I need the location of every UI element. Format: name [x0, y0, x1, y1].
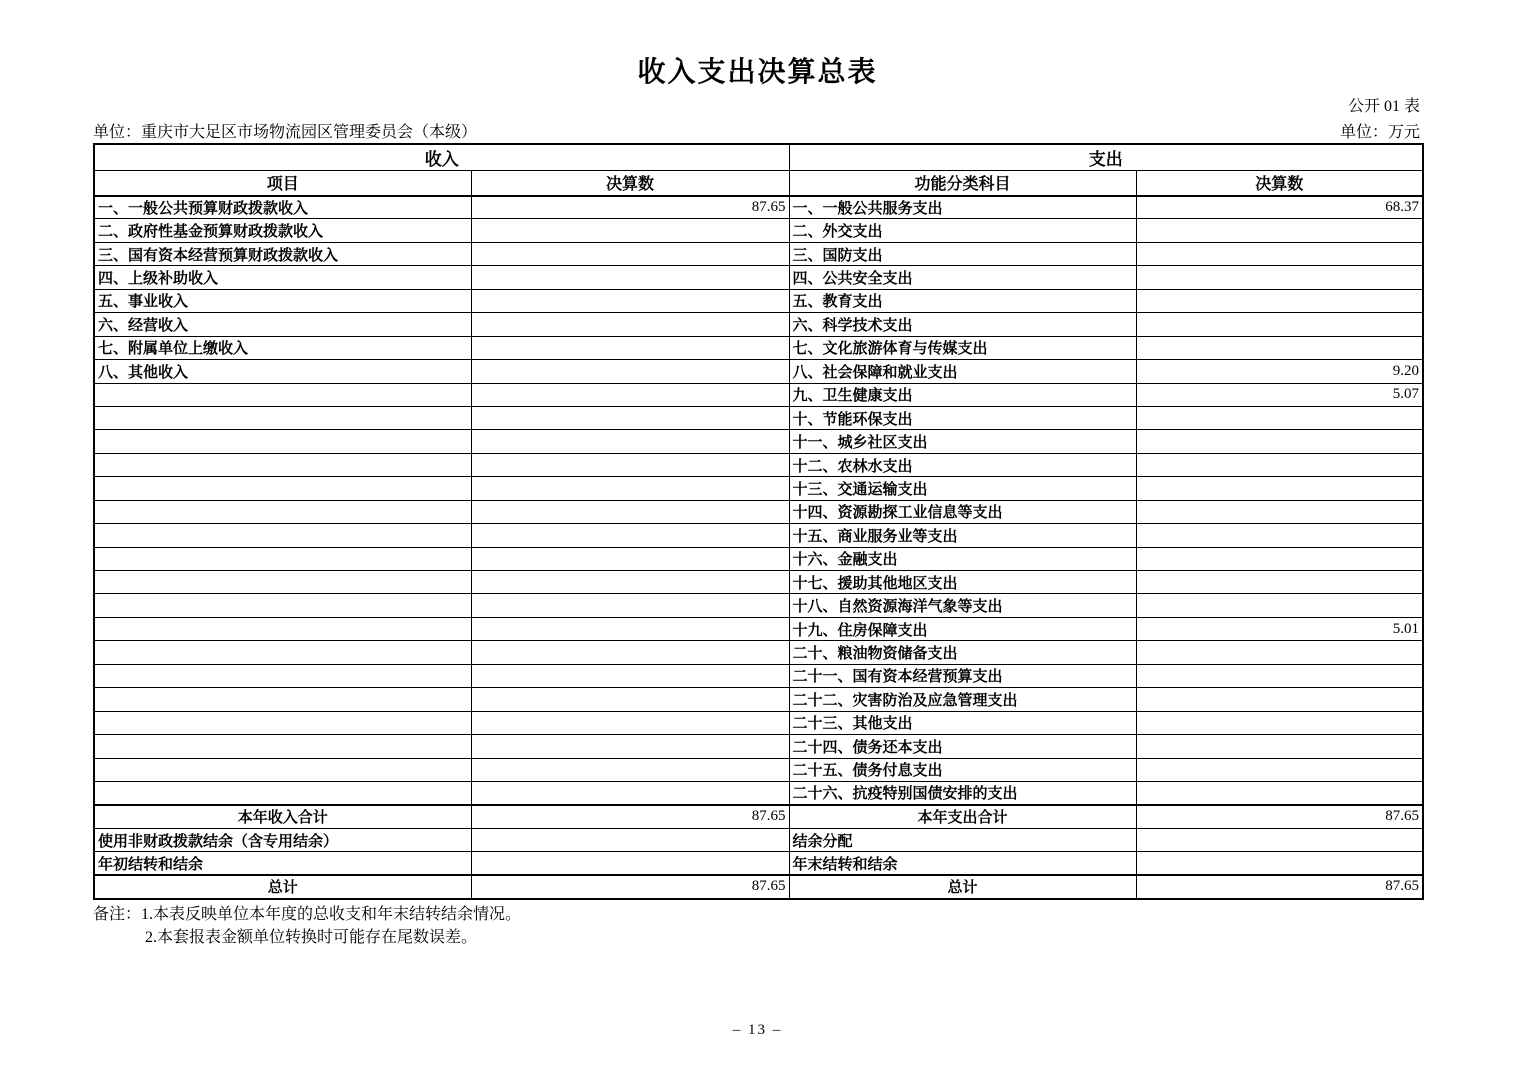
expense-value-cell — [1136, 453, 1423, 476]
income-item-cell: 年初结转和结余 — [94, 852, 471, 875]
expense-item-cell: 十、节能环保支出 — [789, 406, 1136, 429]
expense-item-cell: 二十、粮油物资储备支出 — [789, 641, 1136, 664]
income-value-cell — [471, 477, 789, 500]
income-value-cell — [471, 500, 789, 523]
table-row — [94, 711, 1423, 734]
expense-value-cell — [1136, 524, 1423, 547]
income-value-cell — [471, 594, 789, 617]
expense-item-cell: 本年支出合计 — [789, 805, 1136, 828]
expense-item-cell: 十九、住房保障支出 — [789, 617, 1136, 640]
expense-item-cell: 二、外交支出 — [789, 219, 1136, 242]
expense-value-cell — [1136, 828, 1423, 851]
table-row — [94, 735, 1423, 758]
income-item-cell: 一、一般公共预算财政拨款收入 — [94, 196, 471, 219]
expense-item-cell: 十七、援助其他地区支出 — [789, 571, 1136, 594]
expense-item-cell: 二十五、债务付息支出 — [789, 758, 1136, 781]
page-title: 收入支出决算总表 — [637, 57, 878, 88]
expense-value-cell — [1136, 313, 1423, 336]
expense-item-cell: 十四、资源勘探工业信息等支出 — [789, 500, 1136, 523]
expense-value-cell: 87.65 — [1136, 805, 1423, 828]
income-item-header: 项目 — [94, 171, 471, 196]
income-value-cell — [471, 313, 789, 336]
expense-value-cell — [1136, 688, 1423, 711]
column-header-row — [94, 171, 1423, 196]
expense-item-cell: 三、国防支出 — [789, 242, 1136, 265]
expense-value-cell: 9.20 — [1136, 360, 1423, 383]
income-item-cell — [94, 571, 471, 594]
income-item-cell — [94, 383, 471, 406]
income-value-cell: 87.65 — [471, 875, 789, 898]
expense-value-cell: 5.07 — [1136, 383, 1423, 406]
income-value-cell: 87.65 — [471, 805, 789, 828]
expense-value-cell: 68.37 — [1136, 196, 1423, 219]
expense-item-cell: 年末结转和结余 — [789, 852, 1136, 875]
expense-item-cell: 二十三、其他支出 — [789, 711, 1136, 734]
income-item-cell — [94, 711, 471, 734]
income-value-cell — [471, 336, 789, 359]
expense-value-header: 决算数 — [1136, 171, 1423, 196]
group-header-row — [94, 144, 1423, 171]
expense-item-cell: 十五、商业服务业等支出 — [789, 524, 1136, 547]
expense-value-cell — [1136, 406, 1423, 429]
table-row — [94, 289, 1423, 312]
form-code-label: 公开 01 表 — [1347, 98, 1420, 115]
footnote-1: 备注：1.本表反映单位本年度的总收支和年末结转结余情况。 — [93, 906, 522, 923]
expense-section-header: 支出 — [789, 144, 1423, 171]
income-value-cell — [471, 828, 789, 851]
income-value-cell — [471, 219, 789, 242]
income-section-header: 收入 — [94, 144, 789, 171]
expense-value-cell — [1136, 711, 1423, 734]
table-row — [94, 852, 1423, 875]
expense-value-cell — [1136, 242, 1423, 265]
expense-item-cell: 七、文化旅游体育与传媒支出 — [789, 336, 1136, 359]
expense-value-cell — [1136, 641, 1423, 664]
table-row — [94, 383, 1423, 406]
table-row — [94, 571, 1423, 594]
income-value-cell — [471, 547, 789, 570]
table-row — [94, 594, 1423, 617]
income-value-cell — [471, 406, 789, 429]
income-value-cell — [471, 781, 789, 804]
expense-value-cell — [1136, 758, 1423, 781]
table-row — [94, 430, 1423, 453]
income-value-cell — [471, 711, 789, 734]
table-row — [94, 547, 1423, 570]
unit-name-label: 单位：重庆市大足区市场物流园区管理委员会（本级） — [93, 124, 478, 141]
income-value-cell: 87.65 — [471, 196, 789, 219]
income-value-cell — [471, 617, 789, 640]
table-row — [94, 641, 1423, 664]
expense-value-cell — [1136, 781, 1423, 804]
income-item-cell: 六、经营收入 — [94, 313, 471, 336]
table-row — [94, 477, 1423, 500]
table-row — [94, 266, 1423, 289]
expense-value-cell — [1136, 594, 1423, 617]
page-number: – 13 – — [732, 1022, 783, 1038]
table-row — [94, 453, 1423, 476]
income-value-cell — [471, 688, 789, 711]
income-item-cell — [94, 758, 471, 781]
table-row — [94, 336, 1423, 359]
expense-item-cell: 六、科学技术支出 — [789, 313, 1136, 336]
income-item-cell: 七、附属单位上缴收入 — [94, 336, 471, 359]
table-row — [94, 242, 1423, 265]
income-item-cell — [94, 547, 471, 570]
income-item-cell: 二、政府性基金预算财政拨款收入 — [94, 219, 471, 242]
income-value-header: 决算数 — [471, 171, 789, 196]
footnote-2: 2.本套报表金额单位转换时可能存在尾数误差。 — [145, 929, 478, 946]
income-value-cell — [471, 641, 789, 664]
income-item-cell — [94, 406, 471, 429]
expense-item-cell: 十六、金融支出 — [789, 547, 1136, 570]
income-item-cell — [94, 735, 471, 758]
income-item-cell: 总计 — [94, 875, 471, 898]
expense-value-cell — [1136, 547, 1423, 570]
table-row — [94, 524, 1423, 547]
expense-item-cell: 结余分配 — [789, 828, 1136, 851]
budget-summary-table — [93, 143, 1424, 900]
income-value-cell — [471, 289, 789, 312]
expense-item-cell: 二十一、国有资本经营预算支出 — [789, 664, 1136, 687]
table-row — [94, 664, 1423, 687]
income-item-cell: 五、事业收入 — [94, 289, 471, 312]
expense-value-cell — [1136, 219, 1423, 242]
expense-value-cell — [1136, 852, 1423, 875]
table-row — [94, 688, 1423, 711]
income-item-cell — [94, 781, 471, 804]
income-value-cell — [471, 664, 789, 687]
income-item-cell — [94, 477, 471, 500]
expense-value-cell — [1136, 664, 1423, 687]
expense-item-cell: 九、卫生健康支出 — [789, 383, 1136, 406]
expense-item-header: 功能分类科目 — [789, 171, 1136, 196]
income-value-cell — [471, 852, 789, 875]
income-item-cell — [94, 594, 471, 617]
footnotes — [93, 903, 521, 949]
expense-item-cell: 二十二、灾害防治及应急管理支出 — [789, 688, 1136, 711]
expense-item-cell: 五、教育支出 — [789, 289, 1136, 312]
expense-item-cell: 十八、自然资源海洋气象等支出 — [789, 594, 1136, 617]
expense-item-cell: 八、社会保障和就业支出 — [789, 360, 1136, 383]
expense-value-cell — [1136, 336, 1423, 359]
income-item-cell — [94, 664, 471, 687]
expense-item-cell: 十二、农林水支出 — [789, 453, 1136, 476]
expense-item-cell: 十三、交通运输支出 — [789, 477, 1136, 500]
income-item-cell — [94, 688, 471, 711]
expense-value-cell: 5.01 — [1136, 617, 1423, 640]
income-item-cell: 八、其他收入 — [94, 360, 471, 383]
income-item-cell: 使用非财政拨款结余（含专用结余） — [94, 828, 471, 851]
table-row — [94, 828, 1423, 851]
expense-item-cell: 二十六、抗疫特别国债安排的支出 — [789, 781, 1136, 804]
table-row — [94, 758, 1423, 781]
income-item-cell: 三、国有资本经营预算财政拨款收入 — [94, 242, 471, 265]
expense-value-cell: 87.65 — [1136, 875, 1423, 898]
income-value-cell — [471, 383, 789, 406]
expense-item-cell: 一、一般公共服务支出 — [789, 196, 1136, 219]
expense-value-cell — [1136, 735, 1423, 758]
expense-value-cell — [1136, 571, 1423, 594]
income-value-cell — [471, 735, 789, 758]
unit-line — [93, 119, 1420, 142]
expense-item-cell: 十一、城乡社区支出 — [789, 430, 1136, 453]
table-row — [94, 500, 1423, 523]
income-value-cell — [471, 266, 789, 289]
income-item-cell — [94, 453, 471, 476]
income-value-cell — [471, 242, 789, 265]
table-row — [94, 805, 1423, 828]
income-item-cell: 本年收入合计 — [94, 805, 471, 828]
table-row — [94, 781, 1423, 804]
income-value-cell — [471, 360, 789, 383]
income-value-cell — [471, 430, 789, 453]
income-item-cell — [94, 617, 471, 640]
table-row — [94, 219, 1423, 242]
income-item-cell — [94, 641, 471, 664]
expense-item-cell: 二十四、债务还本支出 — [789, 735, 1136, 758]
expense-item-cell: 总计 — [789, 875, 1136, 898]
table-row — [94, 360, 1423, 383]
income-value-cell — [471, 524, 789, 547]
income-item-cell — [94, 430, 471, 453]
income-value-cell — [471, 758, 789, 781]
table-row — [94, 406, 1423, 429]
income-item-cell — [94, 524, 471, 547]
expense-value-cell — [1136, 430, 1423, 453]
unit-currency-label: 单位：万元 — [1339, 124, 1420, 141]
expense-value-cell — [1136, 289, 1423, 312]
expense-value-cell — [1136, 500, 1423, 523]
table-row — [94, 313, 1423, 336]
income-value-cell — [471, 453, 789, 476]
table-row — [94, 875, 1423, 898]
expense-value-cell — [1136, 266, 1423, 289]
income-item-cell — [94, 500, 471, 523]
table-row — [94, 617, 1423, 640]
expense-item-cell: 四、公共安全支出 — [789, 266, 1136, 289]
income-item-cell: 四、上级补助收入 — [94, 266, 471, 289]
income-value-cell — [471, 571, 789, 594]
table-body — [94, 196, 1423, 899]
table-row — [94, 196, 1423, 219]
expense-value-cell — [1136, 477, 1423, 500]
